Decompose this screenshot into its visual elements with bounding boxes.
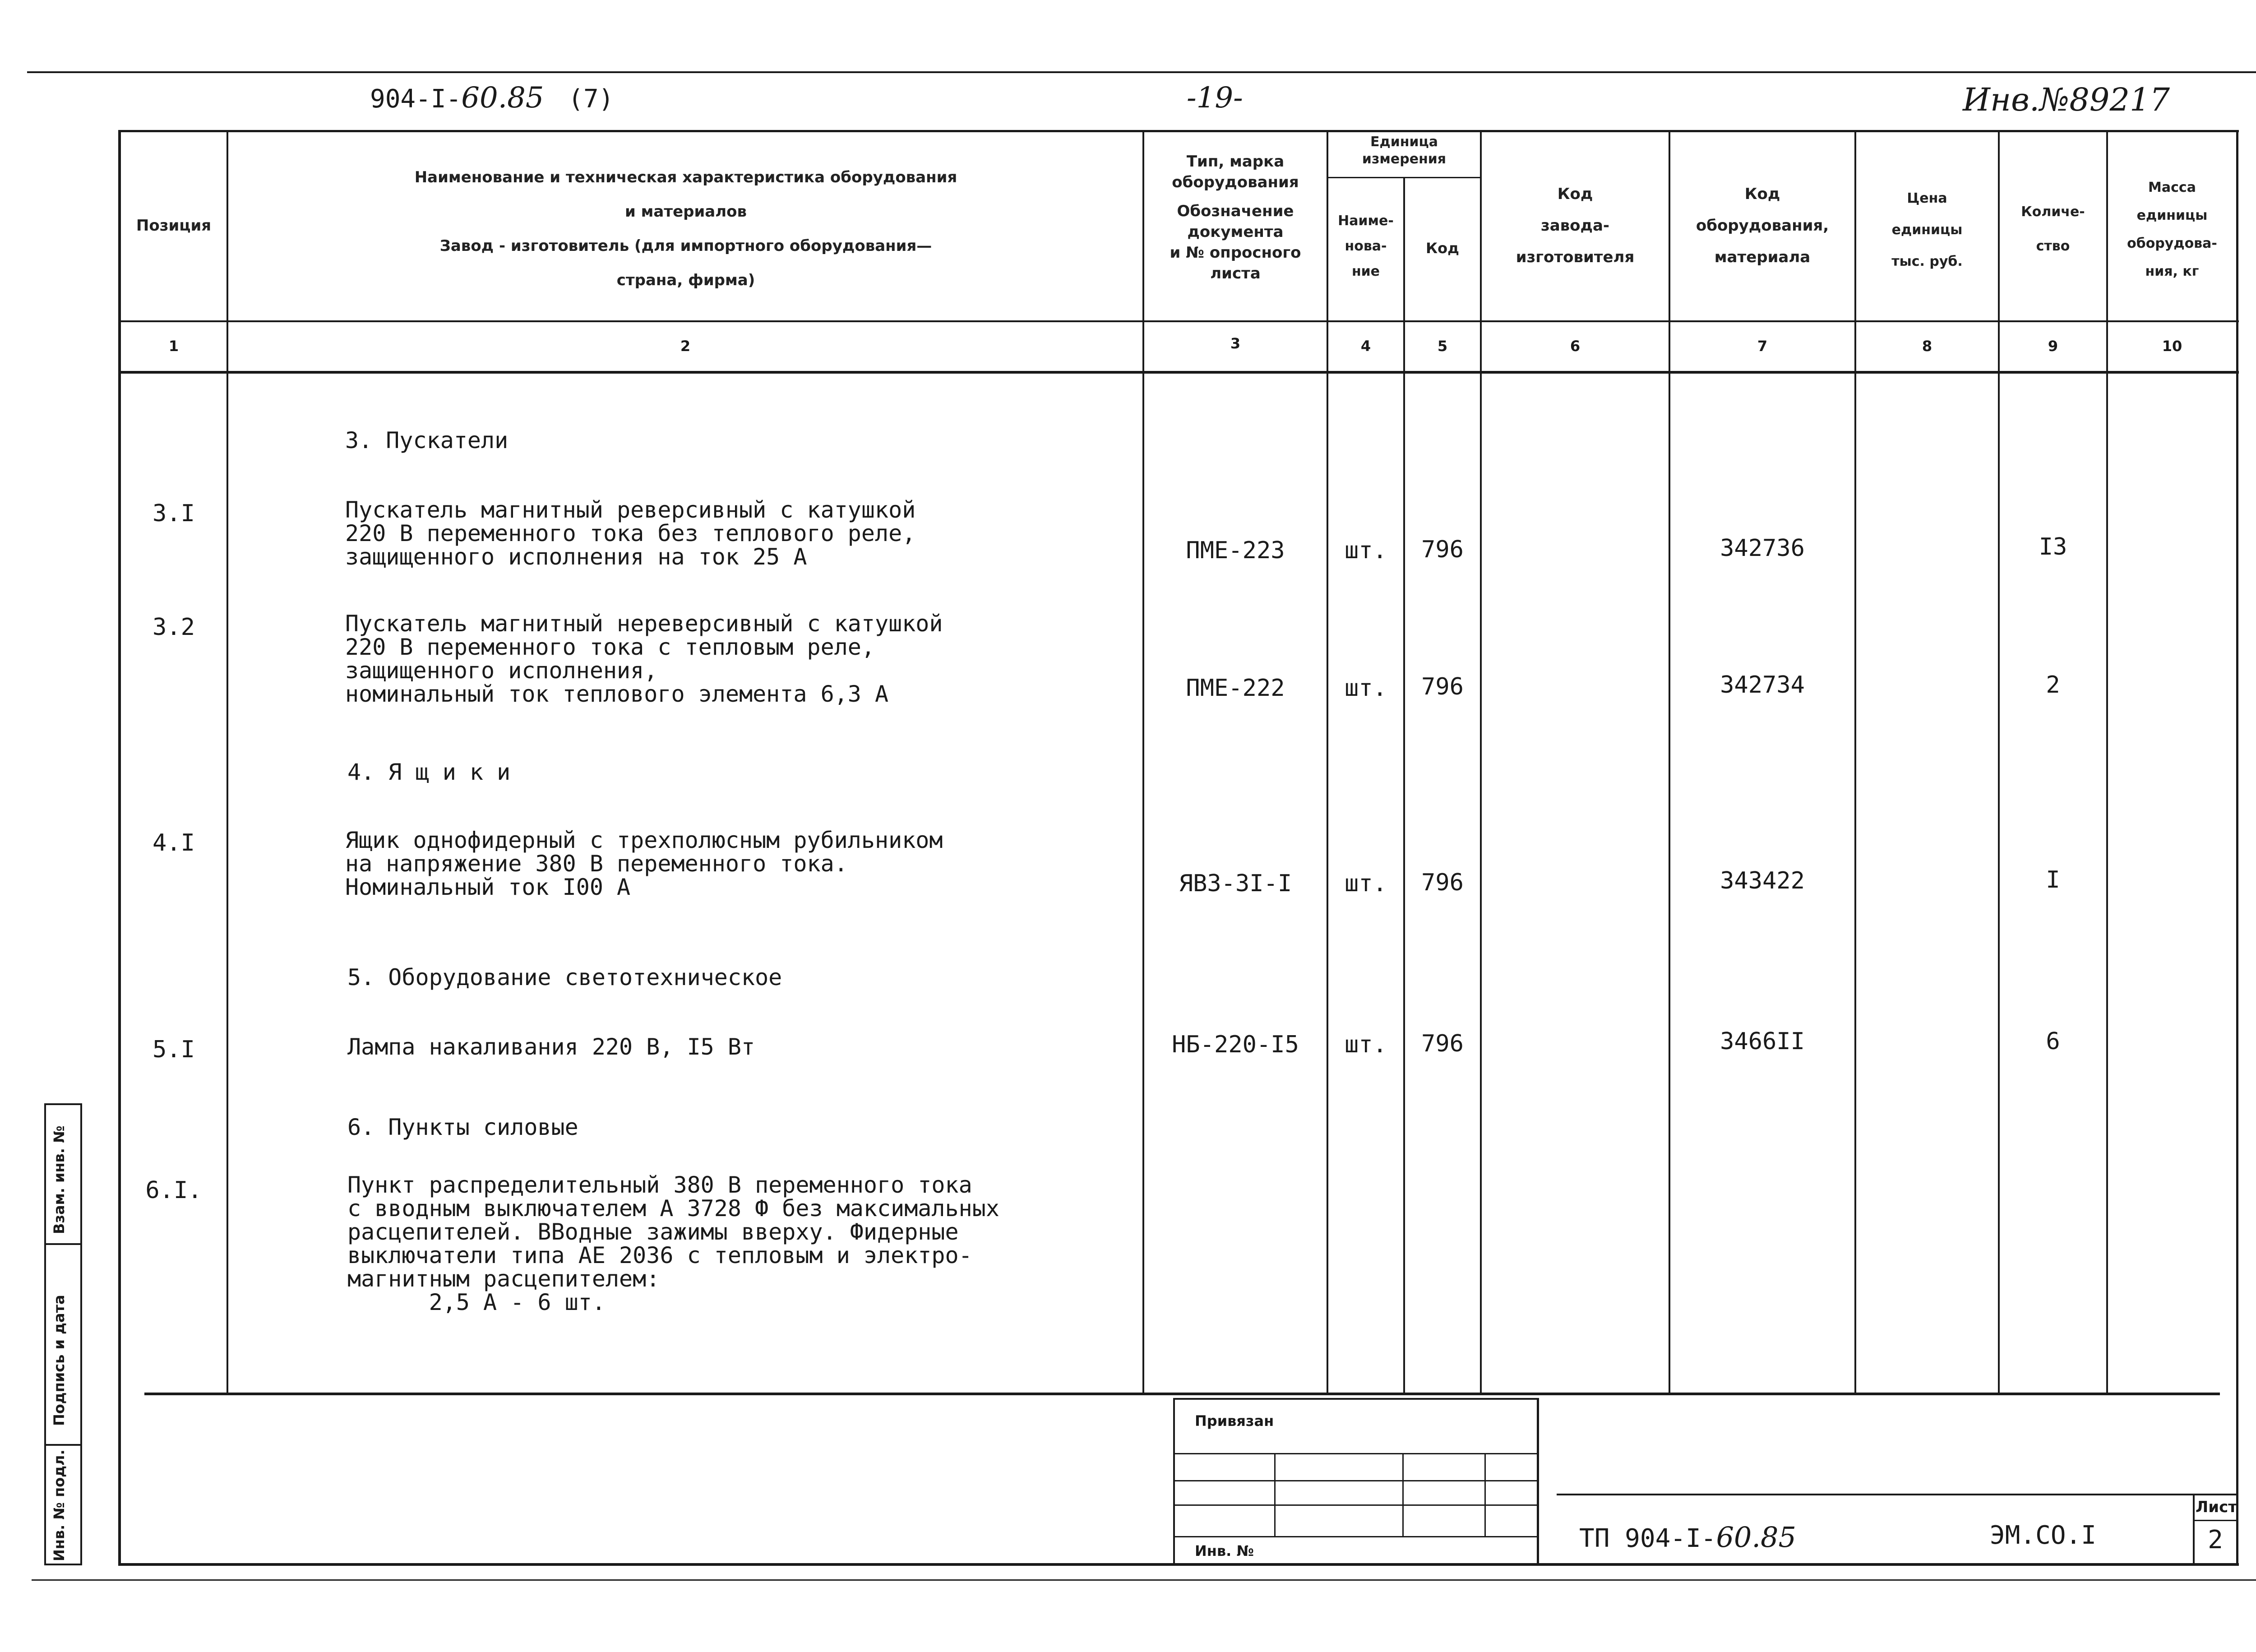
col-type-line5: и № опросного: [1170, 244, 1301, 262]
document-code-suffix: (7): [568, 84, 614, 114]
col-factory-line3: изготовителя: [1516, 248, 1635, 266]
col-price-line2: единицы: [1891, 222, 1963, 238]
col-pos-header: Позиция: [136, 217, 212, 235]
col-mass-line4: ния, кг: [2145, 264, 2199, 279]
col-name-line2: и материалов: [624, 203, 747, 221]
col-number-2: 2: [680, 338, 691, 355]
col-number-10: 10: [2162, 338, 2182, 355]
col-unit-line2: измерения: [1362, 151, 1447, 167]
col-unit-name-line3: ние: [1351, 264, 1380, 279]
row-quantity: I: [2046, 866, 2060, 893]
col-mass-line2: единицы: [2136, 208, 2208, 223]
col-equip-line1: Код: [1744, 185, 1780, 203]
section-heading-6: 6. Пункты силовые: [347, 1114, 578, 1140]
col-factory-line1: Код: [1557, 185, 1593, 203]
title-block-list-label: Лист: [2196, 1498, 2237, 1516]
document-code: [370, 81, 614, 115]
document-code-hand: 60.85: [461, 81, 544, 115]
row-unit-code: 796: [1421, 869, 1464, 896]
row-position: 4.I: [153, 829, 195, 856]
col-type-line2: оборудования: [1172, 173, 1299, 191]
row-quantity: 6: [2046, 1028, 2060, 1055]
col-factory-line2: завода-: [1540, 217, 1610, 235]
row-unit-code: 796: [1421, 536, 1464, 563]
title-block-doc-prefix: ТП 904-I-: [1579, 1524, 1716, 1553]
stamp-podpis-data: Подпись и дата: [51, 1295, 68, 1426]
stamp-vzam-inv: Взам. инв. №: [51, 1125, 68, 1234]
col-number-3: 3: [1230, 335, 1241, 352]
col-name-line4: страна, фирма): [616, 271, 755, 289]
col-price-header: [1856, 183, 1998, 278]
row-equipment-code: 3466II: [1720, 1028, 1805, 1055]
row-unit: шт.: [1345, 675, 1387, 702]
col-factory-header: [1482, 178, 1669, 273]
title-block-inv-no: Инв. №: [1195, 1542, 1254, 1559]
document-code-prefix: 904-I-: [370, 84, 462, 114]
row-description: Лампа накаливания 220 В, I5 Вт: [347, 1034, 755, 1060]
row-type: ПМЕ-223: [1186, 537, 1285, 564]
row-unit: шт.: [1345, 1031, 1387, 1058]
col-unit-code-header: Код: [1426, 240, 1459, 257]
title-block-doc-hand: 60.85: [1716, 1521, 1796, 1554]
col-qty-line1: Количе-: [2021, 204, 2085, 220]
col-number-1: 1: [168, 338, 179, 355]
col-name-line1: Наименование и техническая характеристика оборудования: [414, 168, 957, 186]
row-type: ЯВЗ-3I-I: [1179, 870, 1292, 897]
section-heading-3: 3. Пускатели: [345, 427, 509, 453]
col-qty-line2: ство: [2036, 238, 2070, 254]
row-unit-code: 796: [1421, 1030, 1464, 1057]
col-equip-header: [1670, 178, 1854, 273]
row-description: Пускатель магнитный нереверсивный с катушкой 220 В переменного тока с тепловым реле, защищенного исполнения, номинальный ток теплового элемента 6,3 А: [345, 611, 943, 707]
col-price-line3: тыс. руб.: [1891, 254, 1963, 269]
row-position: 3.I: [153, 500, 195, 527]
col-equip-line2: оборудования,: [1696, 217, 1829, 235]
col-number-9: 9: [2048, 338, 2058, 355]
section-heading-5: 5. Оборудование светотехническое: [347, 964, 782, 990]
title-block-list-number: 2: [2208, 1525, 2223, 1555]
col-mass-line1: Масса: [2148, 180, 2196, 195]
col-price-line1: Цена: [1907, 190, 1947, 206]
row-position: 3.2: [153, 614, 195, 641]
col-name-line3: Завод - изготовитель (для импортного оборудования—: [439, 237, 932, 255]
row-equipment-code: 342734: [1720, 671, 1805, 699]
row-description: Пункт распределительный 380 В переменного тока с вводным выключателем А 3728 Ф без максимальных расцепителей. ВВодные зажимы вверху. Фидерные выключатели типа АЕ 2036 с тепловым и электро- магнитным расцепителем: 2,5 А - 6 шт.: [347, 1172, 999, 1315]
title-block-privyazan: Привязан: [1195, 1412, 1274, 1430]
col-type-header: [1145, 151, 1326, 284]
row-equipment-code: 342736: [1720, 535, 1805, 562]
row-quantity: 2: [2046, 671, 2060, 699]
row-position: 5.I: [153, 1036, 195, 1063]
row-position: 6.I.: [145, 1177, 202, 1204]
row-type: НБ-220-I5: [1172, 1031, 1299, 1058]
col-number-6: 6: [1570, 338, 1581, 355]
col-mass-header: [2108, 174, 2236, 286]
stamp-inv-podl: Инв. № подл.: [51, 1449, 68, 1561]
row-equipment-code: 343422: [1720, 867, 1805, 894]
row-unit: шт.: [1345, 537, 1387, 564]
col-number-8: 8: [1922, 338, 1932, 355]
col-name-header: [230, 160, 1142, 297]
col-unit-header: [1328, 134, 1480, 168]
col-unit-line1: Единица: [1370, 134, 1438, 150]
col-type-line1: Тип, марка: [1186, 153, 1285, 171]
title-block-sheet-code: ЭМ.СО.I: [1990, 1521, 2097, 1550]
col-number-7: 7: [1757, 338, 1768, 355]
col-type-line4: документа: [1187, 223, 1284, 241]
col-mass-line3: оборудова-: [2127, 236, 2217, 251]
page-number: -19-: [1187, 81, 1243, 115]
col-qty-header: [2000, 195, 2106, 264]
col-unit-name-header: [1328, 208, 1403, 284]
col-unit-name-line2: нова-: [1345, 238, 1387, 254]
col-type-line3: Обозначение: [1177, 202, 1294, 220]
row-description: Пускатель магнитный реверсивный с катушкой 220 В переменного тока без теплового реле, защищенного исполнения на ток 25 А: [345, 497, 916, 570]
row-quantity: I3: [2039, 533, 2067, 560]
col-unit-name-line1: Наиме-: [1338, 213, 1394, 229]
col-number-4: 4: [1360, 338, 1371, 355]
col-type-line6: листа: [1210, 264, 1261, 282]
row-type: ПМЕ-222: [1186, 675, 1285, 702]
row-unit-code: 796: [1421, 673, 1464, 700]
inventory-number: Инв.№89217: [1963, 81, 2170, 118]
row-unit: шт.: [1345, 870, 1387, 897]
section-heading-4: 4. Я щ и к и: [347, 759, 511, 785]
col-number-5: 5: [1437, 338, 1448, 355]
title-block-document-code: [1579, 1521, 1796, 1554]
col-equip-line3: материала: [1714, 248, 1811, 266]
row-description: Ящик однофидерный с трехполюсным рубильником на напряжение 380 В переменного тока. Номинальный ток I00 А: [345, 827, 943, 900]
